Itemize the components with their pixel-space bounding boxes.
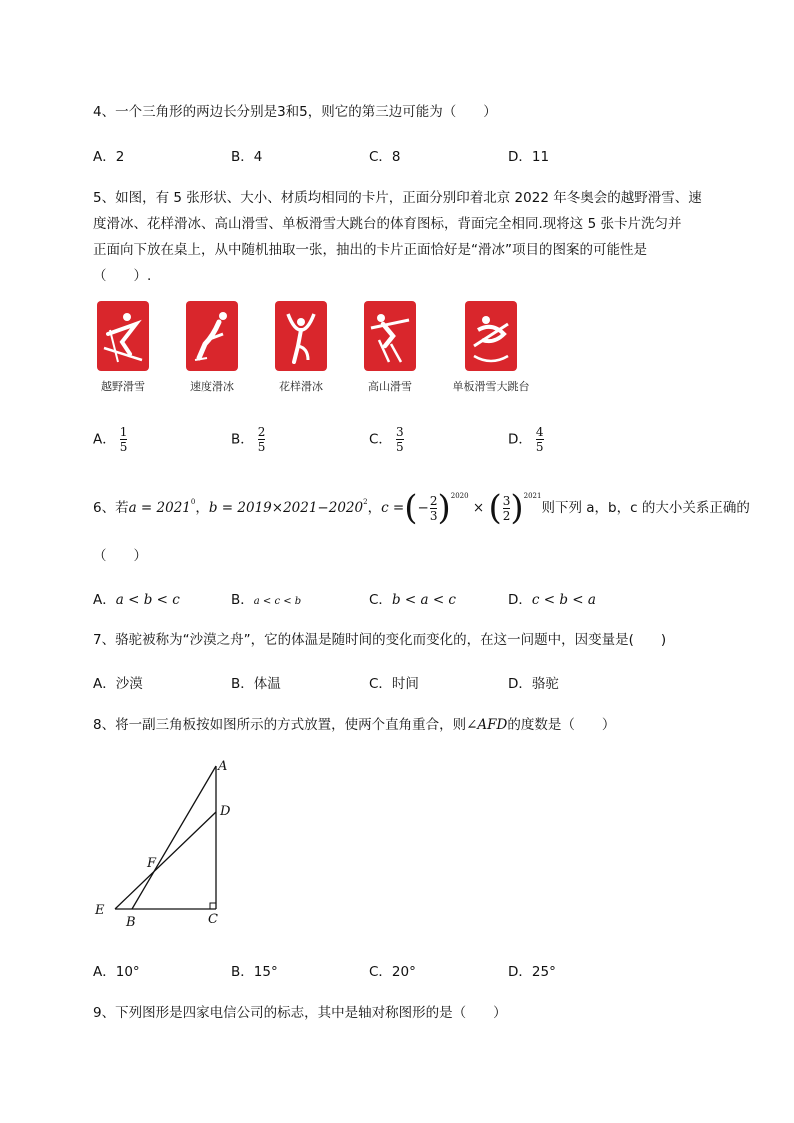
option-c[interactable]: C．20° <box>369 964 416 980</box>
denominator: 5 <box>119 440 128 454</box>
point-label-a: A <box>218 759 228 774</box>
card-snowboard-big-air <box>424 300 558 394</box>
question-5-stem-line4: （ ）. <box>93 268 152 284</box>
option-letter: B． <box>231 431 254 448</box>
numerator: 2 <box>429 493 438 508</box>
exponent: 0 <box>190 498 196 506</box>
option-c[interactable] <box>369 425 404 454</box>
option-expr: a < c < b <box>253 596 302 607</box>
question-5-stem-line3: 正面向下放在桌上，从中随机抽取一张，抽出的卡片正面恰好是“滑冰”项目的图案的可能性是 <box>93 242 647 258</box>
option-expr: b < a < c <box>391 592 456 608</box>
option-b[interactable]: B．4 <box>231 149 263 165</box>
expr-b: b = 2019×2021−2020 <box>208 500 364 516</box>
icon-caption: 高山滑雪 <box>368 380 412 393</box>
stem-suffix: 则下列 a，b，c 的大小关系正确的 <box>541 500 750 516</box>
denominator: 5 <box>535 440 544 454</box>
option-d[interactable]: D．骆驼 <box>508 676 559 692</box>
fraction <box>120 425 128 454</box>
option-d[interactable]: D．11 <box>508 149 550 165</box>
segment-ed <box>115 812 216 909</box>
option-a[interactable] <box>93 588 180 608</box>
numerator: 4 <box>535 425 544 439</box>
stem-prefix: 6、若 <box>93 500 129 516</box>
icon-caption: 单板滑雪大跳台 <box>452 380 530 393</box>
right-angle-mark <box>210 903 216 909</box>
option-c[interactable] <box>369 588 456 608</box>
option-a[interactable]: A．沙漠 <box>93 676 143 692</box>
segment-ab <box>132 766 216 909</box>
question-6-stem: 6、若$a = 2021^0$，$b = 2019\times 2021-2020^2$，c =(− $\frac{2}{3}$ )$^{2020}$ × ( $\frac{3}{2}$ )$^{2021}$则下列 a，b，c 的大小关系正确的 <box>93 488 750 528</box>
option-letter: D． <box>508 592 532 608</box>
numerator: 3 <box>395 425 404 439</box>
cross-country-skiing-icon <box>96 300 150 372</box>
stem-suffix: 的度数是（ ） <box>507 717 616 733</box>
triangle-diagram <box>88 752 248 937</box>
option-expr: a < b < c <box>115 592 180 608</box>
option-b[interactable] <box>231 425 265 454</box>
option-a[interactable] <box>93 425 127 454</box>
icon-caption: 越野滑雪 <box>101 380 145 393</box>
stem-prefix: 8、将一副三角板按如图所示的方式放置，使两个直角重合，则 <box>93 717 467 733</box>
speed-skating-icon <box>185 300 239 372</box>
icon-caption: 速度滑冰 <box>190 380 234 393</box>
option-expr: c < b < a <box>531 592 596 608</box>
denominator: 2 <box>502 508 511 523</box>
option-letter: D． <box>508 431 532 448</box>
option-b[interactable]: B．15° <box>231 964 278 980</box>
expr-a: a = 2021 <box>128 500 191 516</box>
snowboard-big-air-icon <box>464 300 518 372</box>
question-4-options <box>93 145 733 175</box>
question-9-stem: 9、下列图形是四家电信公司的标志，其中是轴对称图形的是（ ） <box>93 1005 507 1021</box>
question-7-options <box>93 672 733 702</box>
point-label-d: D <box>220 804 231 819</box>
angle-label: ∠AFD <box>466 717 508 733</box>
question-7-stem: 7、骆驼被称为“沙漠之舟”，它的体温是随时间的变化而变化的，在这一问题中，因变量是( ) <box>93 632 667 648</box>
question-5-stem-line2: 度滑冰、花样滑冰、高山滑雪、单板滑雪大跳台的体育图标，背面完全相同.现将这 5 张卡片洗匀并 <box>93 216 682 232</box>
point-label-c: C <box>208 912 218 927</box>
question-5-options <box>93 425 733 465</box>
option-c[interactable]: C．时间 <box>369 676 419 692</box>
exponent: 2020 <box>450 492 469 500</box>
option-d[interactable] <box>508 588 596 608</box>
denominator: 5 <box>257 440 266 454</box>
option-c[interactable]: C．8 <box>369 149 401 165</box>
question-4-stem: 4、一个三角形的两边长分别是3和5，则它的第三边可能为（ ） <box>93 104 497 120</box>
figure-skating-icon <box>274 300 328 372</box>
icon-caption: 花样滑冰 <box>279 380 323 393</box>
option-a[interactable]: A．2 <box>93 149 125 165</box>
exponent: 2 <box>363 498 368 506</box>
option-b[interactable] <box>231 588 301 608</box>
option-d[interactable]: D．25° <box>508 964 556 980</box>
question-8-options <box>93 960 733 990</box>
numerator: 3 <box>502 493 511 508</box>
point-label-b: B <box>126 915 136 930</box>
option-d[interactable] <box>508 425 544 454</box>
option-a[interactable]: A．10° <box>93 964 140 980</box>
fraction <box>258 425 266 454</box>
alpine-skiing-icon <box>363 300 417 372</box>
point-label-f: F <box>147 856 157 871</box>
option-letter: C． <box>369 592 392 608</box>
question-8-stem <box>93 713 615 733</box>
fraction <box>396 425 404 454</box>
option-letter: A． <box>93 431 116 448</box>
numerator: 2 <box>257 425 266 439</box>
question-6-options <box>93 588 733 618</box>
olympic-icons <box>88 300 548 410</box>
expr-c-lhs: c = <box>381 500 405 516</box>
exponent: 2021 <box>523 492 542 500</box>
question-6-stem-line2: （ ） <box>93 548 147 564</box>
denominator: 5 <box>395 440 404 454</box>
denominator: 3 <box>429 508 438 523</box>
point-label-e: E <box>95 903 105 918</box>
fraction <box>536 425 544 454</box>
option-b[interactable]: B．体温 <box>231 676 281 692</box>
option-letter: C． <box>369 431 392 448</box>
question-5-stem-line1: 5、如图，有 5 张形状、大小、材质均相同的卡片，正面分别印着北京 2022 年冬奥会的越野滑雪、速 <box>93 190 702 206</box>
option-letter: A． <box>93 592 116 608</box>
option-letter: B． <box>231 592 254 608</box>
numerator: 1 <box>119 425 128 439</box>
